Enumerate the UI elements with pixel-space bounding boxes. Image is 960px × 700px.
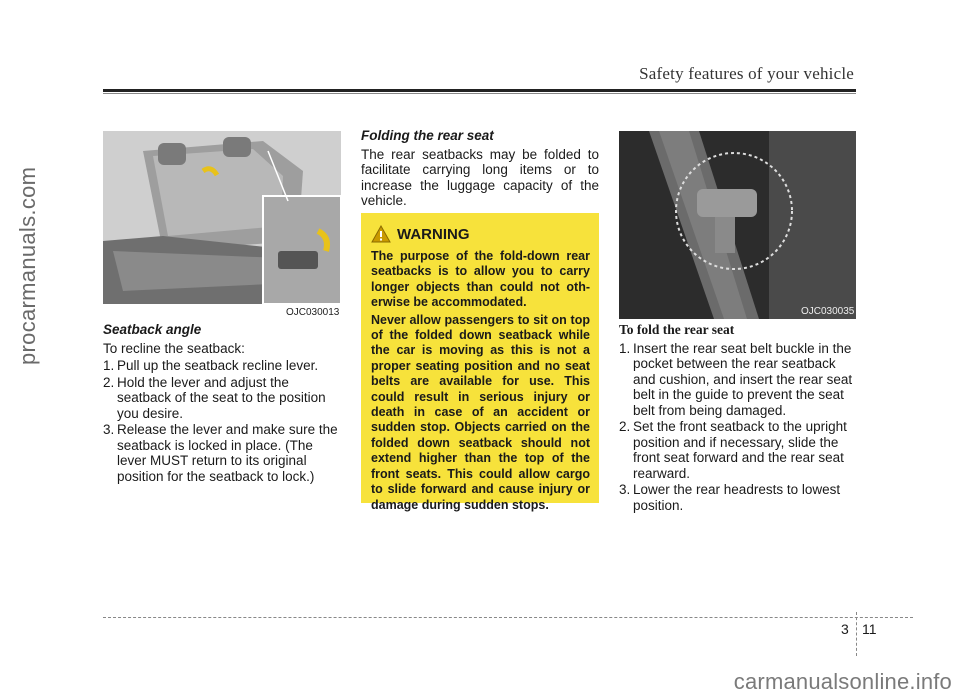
list-item	[103, 422, 341, 484]
step-number: 2.	[619, 419, 631, 434]
step-text: Set the front seatback to the upright position and if necessary, slide the front seat forward and the rear seat rearward.	[633, 419, 847, 481]
bottom-watermark: carmanualsonline.info	[733, 669, 952, 694]
seatback-angle-steps	[103, 358, 341, 484]
step-text: Hold the lever and adjust the seatback of the seat to the position you desire.	[117, 374, 326, 421]
step-text: Release the lever and make sure the seatback is locked in place. (The lever MUST return to its original position for the seatback to lock.)	[117, 422, 338, 484]
list-item	[619, 341, 857, 419]
list-item	[103, 375, 341, 422]
warning-paragraph: The purpose of the fold-down rear seatbacks is to allow you to carry longer objects than could not oth-erwise be accommodated.	[371, 249, 590, 310]
left-photo-code: OJC030013	[286, 307, 340, 318]
middle-column	[361, 128, 599, 211]
step-text: Insert the rear seat belt buckle in the pocket between the rear seatback and cushion, and insert the rear seat belt in the guide to prevent the seat belt from being damaged.	[633, 340, 853, 418]
warning-header	[371, 225, 590, 243]
header-rule-thin	[103, 93, 856, 94]
right-column	[619, 322, 857, 514]
chapter-number: 3	[841, 621, 849, 637]
fold-rear-seat-title: To fold the rear seat	[619, 322, 735, 337]
rear-seat-photo	[103, 131, 341, 304]
fold-rear-seat-steps	[619, 341, 857, 514]
seat-belt-photo	[619, 131, 856, 319]
list-item	[619, 419, 857, 481]
right-photo-code: OJC030035	[801, 306, 855, 317]
page-header-title: Safety features of your vehicle	[639, 64, 854, 83]
seatback-angle-intro: To recline the seatback:	[103, 340, 245, 356]
list-item	[103, 358, 341, 374]
header-rule	[103, 89, 856, 92]
step-number: 1.	[619, 340, 631, 356]
page-number-separator	[856, 612, 857, 656]
footer-rule	[103, 617, 913, 618]
step-text: Pull up the seatback recline lever.	[117, 358, 319, 373]
step-number: 3.	[103, 422, 115, 437]
warning-box	[361, 213, 599, 512]
folding-rear-seat-intro: The rear seatbacks may be folded to facilitate carrying long items or to increase the luggage capacity of the vehicle.	[361, 146, 599, 208]
side-watermark: procarmanuals.com	[15, 166, 40, 365]
left-column	[103, 322, 341, 485]
rear-seat-illustration	[103, 131, 341, 304]
warning-paragraph: Never allow passengers to sit on top of the folded down seatback while the car is moving as this is not a proper seating position and no seat belts are available for use. This could result in serious injury or death in case of an accident or sudden stop. Objects carried on the folded down seatback should not extend higher than the top of the front seats. This could allow cargo to slide forward and cause injury or damage during sudden stops.	[371, 312, 590, 512]
list-item	[619, 482, 857, 513]
step-text: Lower the rear headrests to lowest position.	[633, 482, 841, 513]
warning-title: WARNING	[397, 225, 470, 243]
page-number: 11	[862, 621, 877, 637]
step-number: 3.	[619, 482, 631, 497]
warning-icon	[371, 225, 391, 243]
folding-rear-seat-title: Folding the rear seat	[361, 128, 494, 143]
seatback-angle-title: Seatback angle	[103, 322, 202, 337]
step-number: 2.	[103, 374, 115, 390]
seat-belt-illustration	[619, 131, 856, 319]
step-number: 1.	[103, 358, 115, 373]
